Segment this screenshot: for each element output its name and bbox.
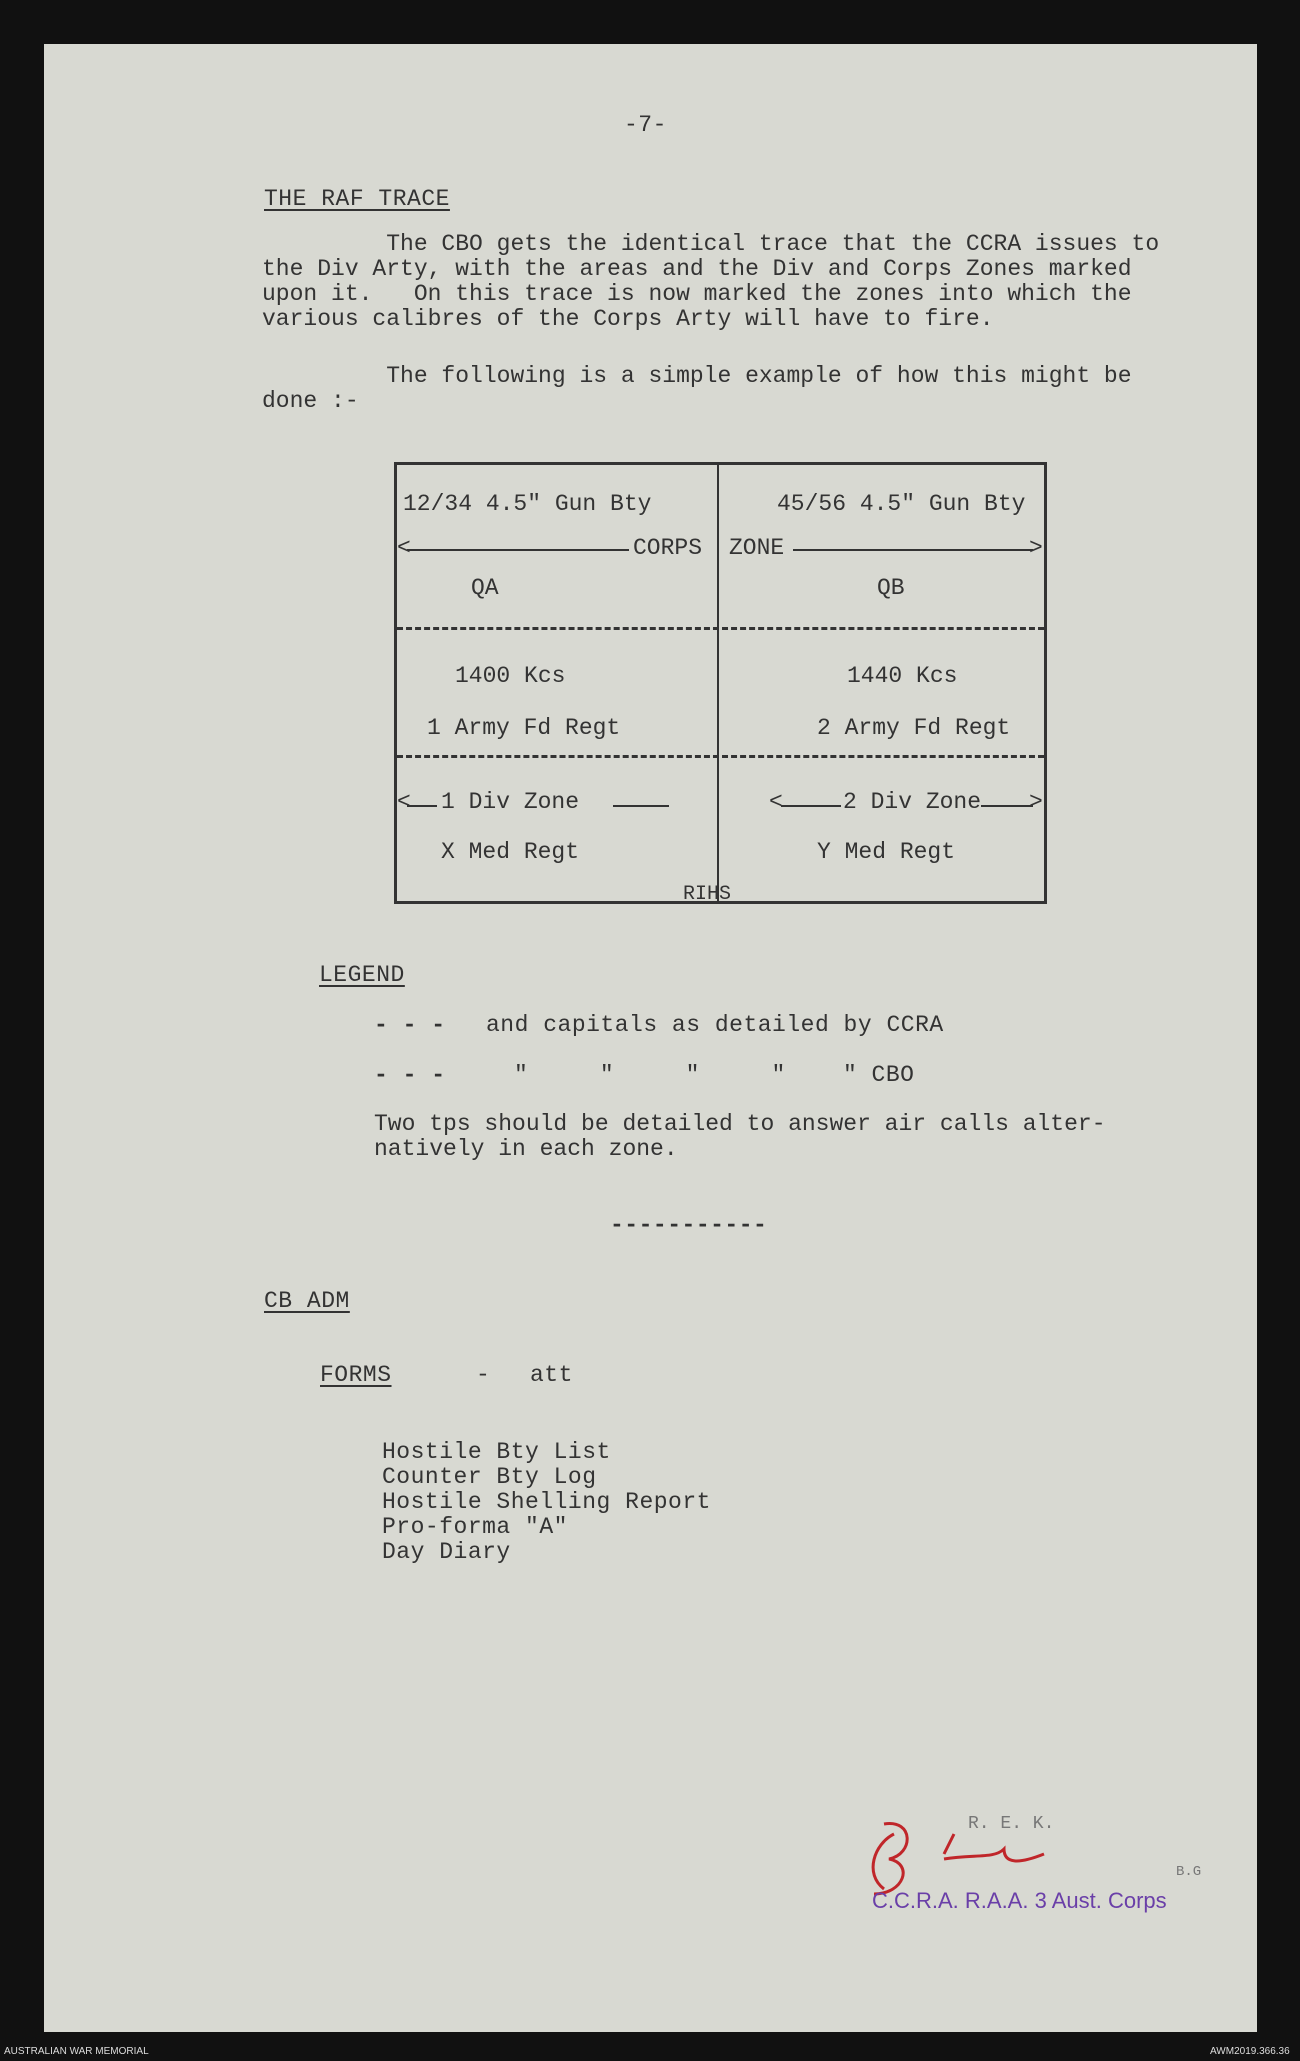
section-heading-raf-trace: THE RAF TRACE (264, 186, 450, 212)
trace-qb: QB (877, 575, 905, 601)
footer-credit-right: AWM2019.366.36 (1210, 2046, 1290, 2057)
signature-initials: R. E. K. (968, 1814, 1055, 1834)
legend-line1-text: and capitals as detailed by CCRA (486, 1012, 944, 1038)
trace-right-med: Y Med Regt (817, 839, 956, 865)
forms-list-item: Counter Bty Log (382, 1464, 597, 1490)
div-zone-right-tail (981, 805, 1033, 807)
paragraph-example-intro: The following is a simple example of how this might be done :- (262, 363, 1132, 414)
forms-list-item: Hostile Bty List (382, 1439, 611, 1465)
corps-zone-left-arrow: < (397, 535, 411, 561)
forms-list-item: Hostile Shelling Report (382, 1489, 711, 1515)
document-page (44, 44, 1257, 2032)
forms-dash: - (476, 1362, 491, 1388)
corps-zone-left-line (407, 549, 629, 551)
trace-right-div-zone: 2 Div Zone (843, 789, 982, 815)
legend-line1-marks: - - - (374, 1012, 446, 1038)
trace-divider-1 (397, 627, 1044, 630)
trace-bottom-label: RIHS (683, 883, 732, 906)
trace-divider-2 (397, 755, 1044, 758)
legend-line2-text: " " " " " CBO (514, 1062, 915, 1088)
div-zone-left-tail (613, 805, 669, 807)
legend-line2-marks: - - - (374, 1062, 446, 1088)
forms-label: FORMS (320, 1362, 392, 1388)
trace-center-divider (717, 465, 719, 901)
signature-suffix: B.G (1176, 1864, 1202, 1880)
office-stamp: C.C.R.A. R.A.A. 3 Aust. Corps (872, 1888, 1167, 1913)
trace-right-kcs: 1440 Kcs (847, 663, 958, 689)
div-zone-left-arrow: < (397, 789, 411, 815)
div-zone-right-line (781, 805, 841, 807)
legend-note: Two tps should be detailed to answer air calls alter- natively in each zone. (374, 1111, 1106, 1162)
separator-line: ----------- (610, 1212, 768, 1238)
div-zone-right-arrow: < (769, 789, 783, 815)
corps-zone-right-arrow: > (1029, 535, 1043, 561)
trace-diagram (394, 462, 1047, 904)
section-heading-cb-adm: CB ADM (264, 1288, 350, 1314)
corps-zone-right-line (793, 549, 1033, 551)
footer-credit-left: AUSTRALIAN WAR MEMORIAL (4, 2046, 149, 2057)
trace-left-div-zone: 1 Div Zone (441, 789, 580, 815)
forms-value: att (530, 1362, 573, 1388)
div-zone-left-line (407, 805, 437, 807)
paragraph-raf-trace: The CBO gets the identical trace that the CCRA issues to the Div Arty, with the areas and the Div and Corps Zones marked upon it. On this trace is now marked the zones into which the various calibres of the Corps Arty will have to fire. (262, 231, 1160, 332)
trace-qa: QA (471, 575, 499, 601)
trace-top-left: 12/34 4.5" Gun Bty (403, 491, 652, 517)
forms-list (382, 1440, 711, 1565)
corps-zone-label-right: ZONE (729, 535, 785, 561)
trace-right-regt: 2 Army Fd Regt (817, 715, 1011, 741)
forms-list-item: Pro-forma "A" (382, 1514, 568, 1540)
corps-zone-label-left: CORPS (633, 535, 703, 561)
div-zone-right-end-arrow: > (1029, 789, 1043, 815)
forms-list-item: Day Diary (382, 1539, 511, 1565)
legend-heading: LEGEND (319, 962, 405, 988)
trace-left-kcs: 1400 Kcs (455, 663, 566, 689)
trace-left-med: X Med Regt (441, 839, 580, 865)
trace-top-right: 45/56 4.5" Gun Bty (777, 491, 1026, 517)
trace-left-regt: 1 Army Fd Regt (427, 715, 621, 741)
page-number: -7- (624, 112, 667, 138)
